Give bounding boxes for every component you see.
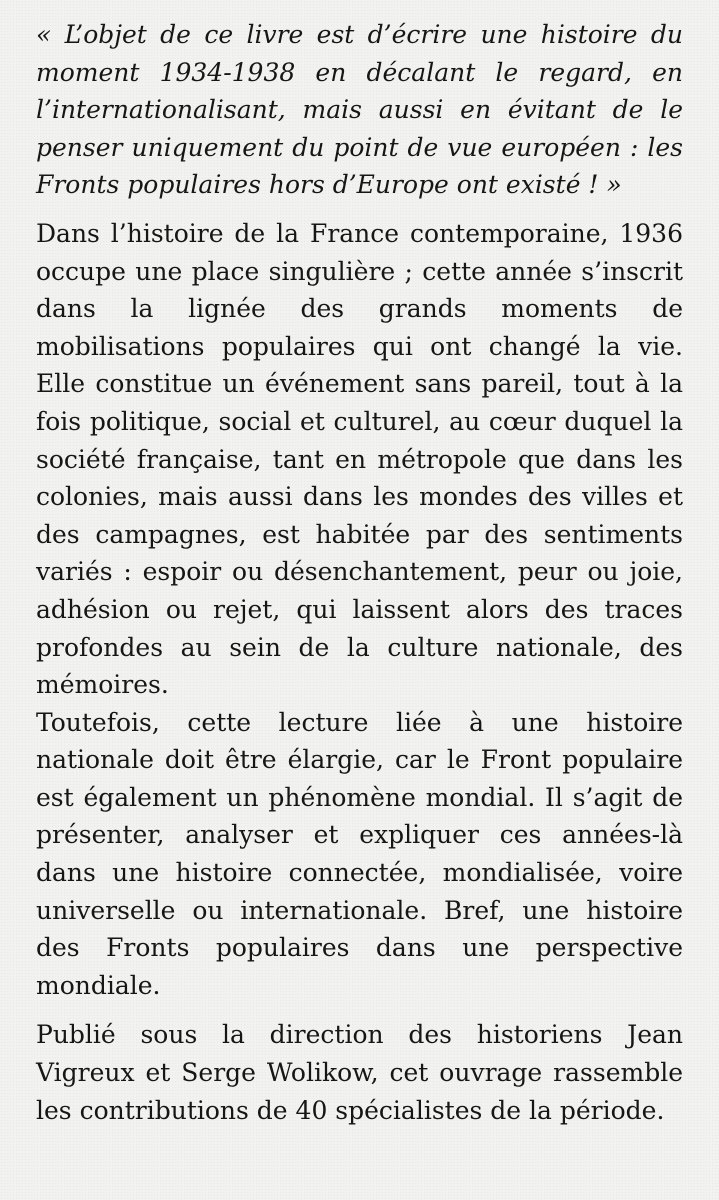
paragraph-1936-context: Dans l’histoire de la France contemporaine, 1936 occupe une place singulière ; cette année s’inscrit dans la lignée des grands moments de mobilisations populaires qui ont changé la vie. Elle constitue un événement sans pareil, tout à la fois politique, social et culturel, au cœur duquel la société française, tant en métropole que dans les colonies, mais aussi dans les mondes des villes et des campagnes, est habitée par des sentiments variés : espoir ou désenchantement, peur ou joie, adhésion ou rejet, qui laissent alors des traces profondes au sein de la culture nationale, des mémoires. xyxy=(36,218,683,700)
paragraph-publication-info: Publié sous la direction des historiens Jean Vigreux et Serge Wolikow, cet ouvrage rassemble les contributions de 40 spécialistes de la période. xyxy=(36,1020,683,1125)
intro-quote: « L’objet de ce livre est d’écrire une histoire du moment 1934-1938 en décalant le regard, en l’internationalisant, mais aussi en évitant de le penser uniquement du point de vue européen : les Fronts populaires hors d’Europe ont existé ! » xyxy=(36,20,683,200)
paragraph-global-perspective: Toutefois, cette lecture liée à une histoire nationale doit être élargie, car le Front populaire est également un phénomène mondial. Il s’agit de présenter, analyser et expliquer ces années-là dans une histoire connectée, mondialisée, voire universelle ou internationale. Bref, une histoire des Fronts populaires dans une perspective mondiale. xyxy=(36,707,683,1000)
